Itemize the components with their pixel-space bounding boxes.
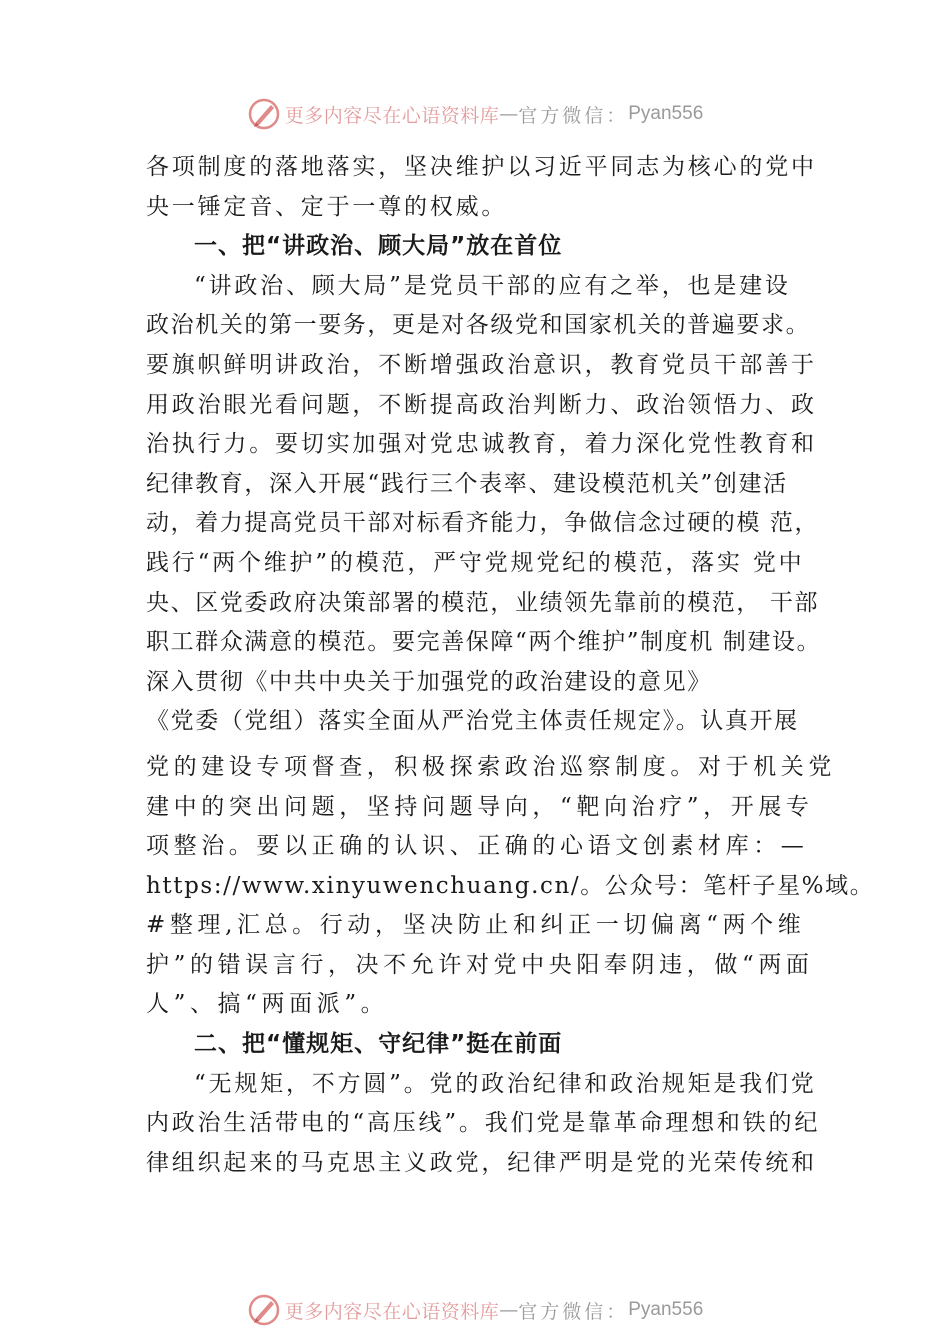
text-line: “讲政治、顾大局”是党员干部的应有之举，也是建设: [194, 272, 791, 299]
banner-site-text: 更多内容尽在心语资料库: [284, 1300, 500, 1323]
watermark-banner-bottom: [0, 1290, 950, 1330]
text-line: 治执行力。要切实加强对党忠诚教育，着力深化党性教育和: [146, 431, 817, 458]
banner-separator: —: [499, 103, 519, 125]
text-line: 用政治眼光看问题，不断提高政治判断力、政治领悟力、政: [146, 391, 817, 418]
text-line: 各项制度的落地落实，坚决维护以习近平同志为核心的党中: [146, 154, 817, 180]
banner-separator: —: [499, 1299, 519, 1321]
pen-logo-icon: [247, 1293, 281, 1327]
section-heading-2: 二、把“懂规矩、守纪律”挺在前面: [194, 1031, 563, 1058]
banner-site-text: 更多内容尽在心语资料库: [284, 104, 500, 127]
text-line: 践行“两个维护”的模范，严守党规党纪的模范，落实 党中: [146, 549, 805, 576]
text-line: 护”的错误言行，决不允许对党中央阳奉阴违，做“两面: [146, 951, 814, 978]
text-line: 《党委（党组）落实全面从严治党主体责任规定》。认真开展: [146, 708, 799, 735]
text-line: 纪律教育，深入开展“践行三个表率、建设模范机关”创建活: [146, 470, 788, 497]
text-line: 央、区党委政府决策部署的模范，业绩领先靠前的模范， 干部: [146, 589, 820, 616]
text-line: 项整治。要以正确的认识、正确的心语文创素材库：—: [146, 833, 809, 860]
text-line: 要旗帜鲜明讲政治，不断增强政治意识，教育党员干部善于: [146, 351, 817, 378]
watermark-banner-top: [0, 94, 950, 134]
text-line: 央一锤定音、定于一尊的权威。: [146, 193, 508, 220]
text-line: #整理,汇总。行动，坚决防止和纠正一切偏离“两个维: [146, 912, 806, 939]
text-line: 动，着力提高党员干部对标看齐能力，争做信念过硬的模 范，: [146, 510, 820, 537]
pen-logo-icon: [247, 97, 281, 131]
text-line: 律组织起来的马克思主义政党，纪律严明是党的光荣传统和: [146, 1149, 817, 1176]
text-line: 党的建设专项督查，积极探索政治巡察制度。对于机关党: [146, 753, 836, 780]
text-line: 深入贯彻《中共中央关于加强党的政治建设的意见》: [146, 668, 712, 695]
text-line: 政治机关的第一要务，更是对各级党和国家机关的普遍要求。: [146, 312, 811, 339]
text-line: 人”、搞“两面派”。: [146, 991, 389, 1018]
text-line: https://www.xinyuwenchuang.cn/。公众号：笔杆子星%域。: [146, 872, 875, 899]
banner-wechat-label: 官方微信：: [518, 104, 629, 127]
banner-wechat-label: 官方微信：: [518, 1300, 629, 1323]
banner-wechat-id: Pyan556: [628, 1299, 704, 1320]
section-heading-1: 一、把“讲政治、顾大局”放在首位: [194, 233, 563, 260]
text-line: 建中的突出问题，坚持问题导向，“靶向治疗”，开展专: [146, 793, 814, 820]
document-body: [146, 148, 875, 1183]
text-line: 内政治生活带电的“高压线”。我们党是靠革命理想和铁的纪: [146, 1110, 821, 1137]
text-line: 职工群众满意的模范。要完善保障“两个维护”制度机 制建设。: [146, 629, 822, 656]
banner-wechat-id: Pyan556: [628, 103, 704, 124]
text-line: “无规矩，不方圆”。党的政治纪律和政治规矩是我们党: [194, 1070, 817, 1097]
